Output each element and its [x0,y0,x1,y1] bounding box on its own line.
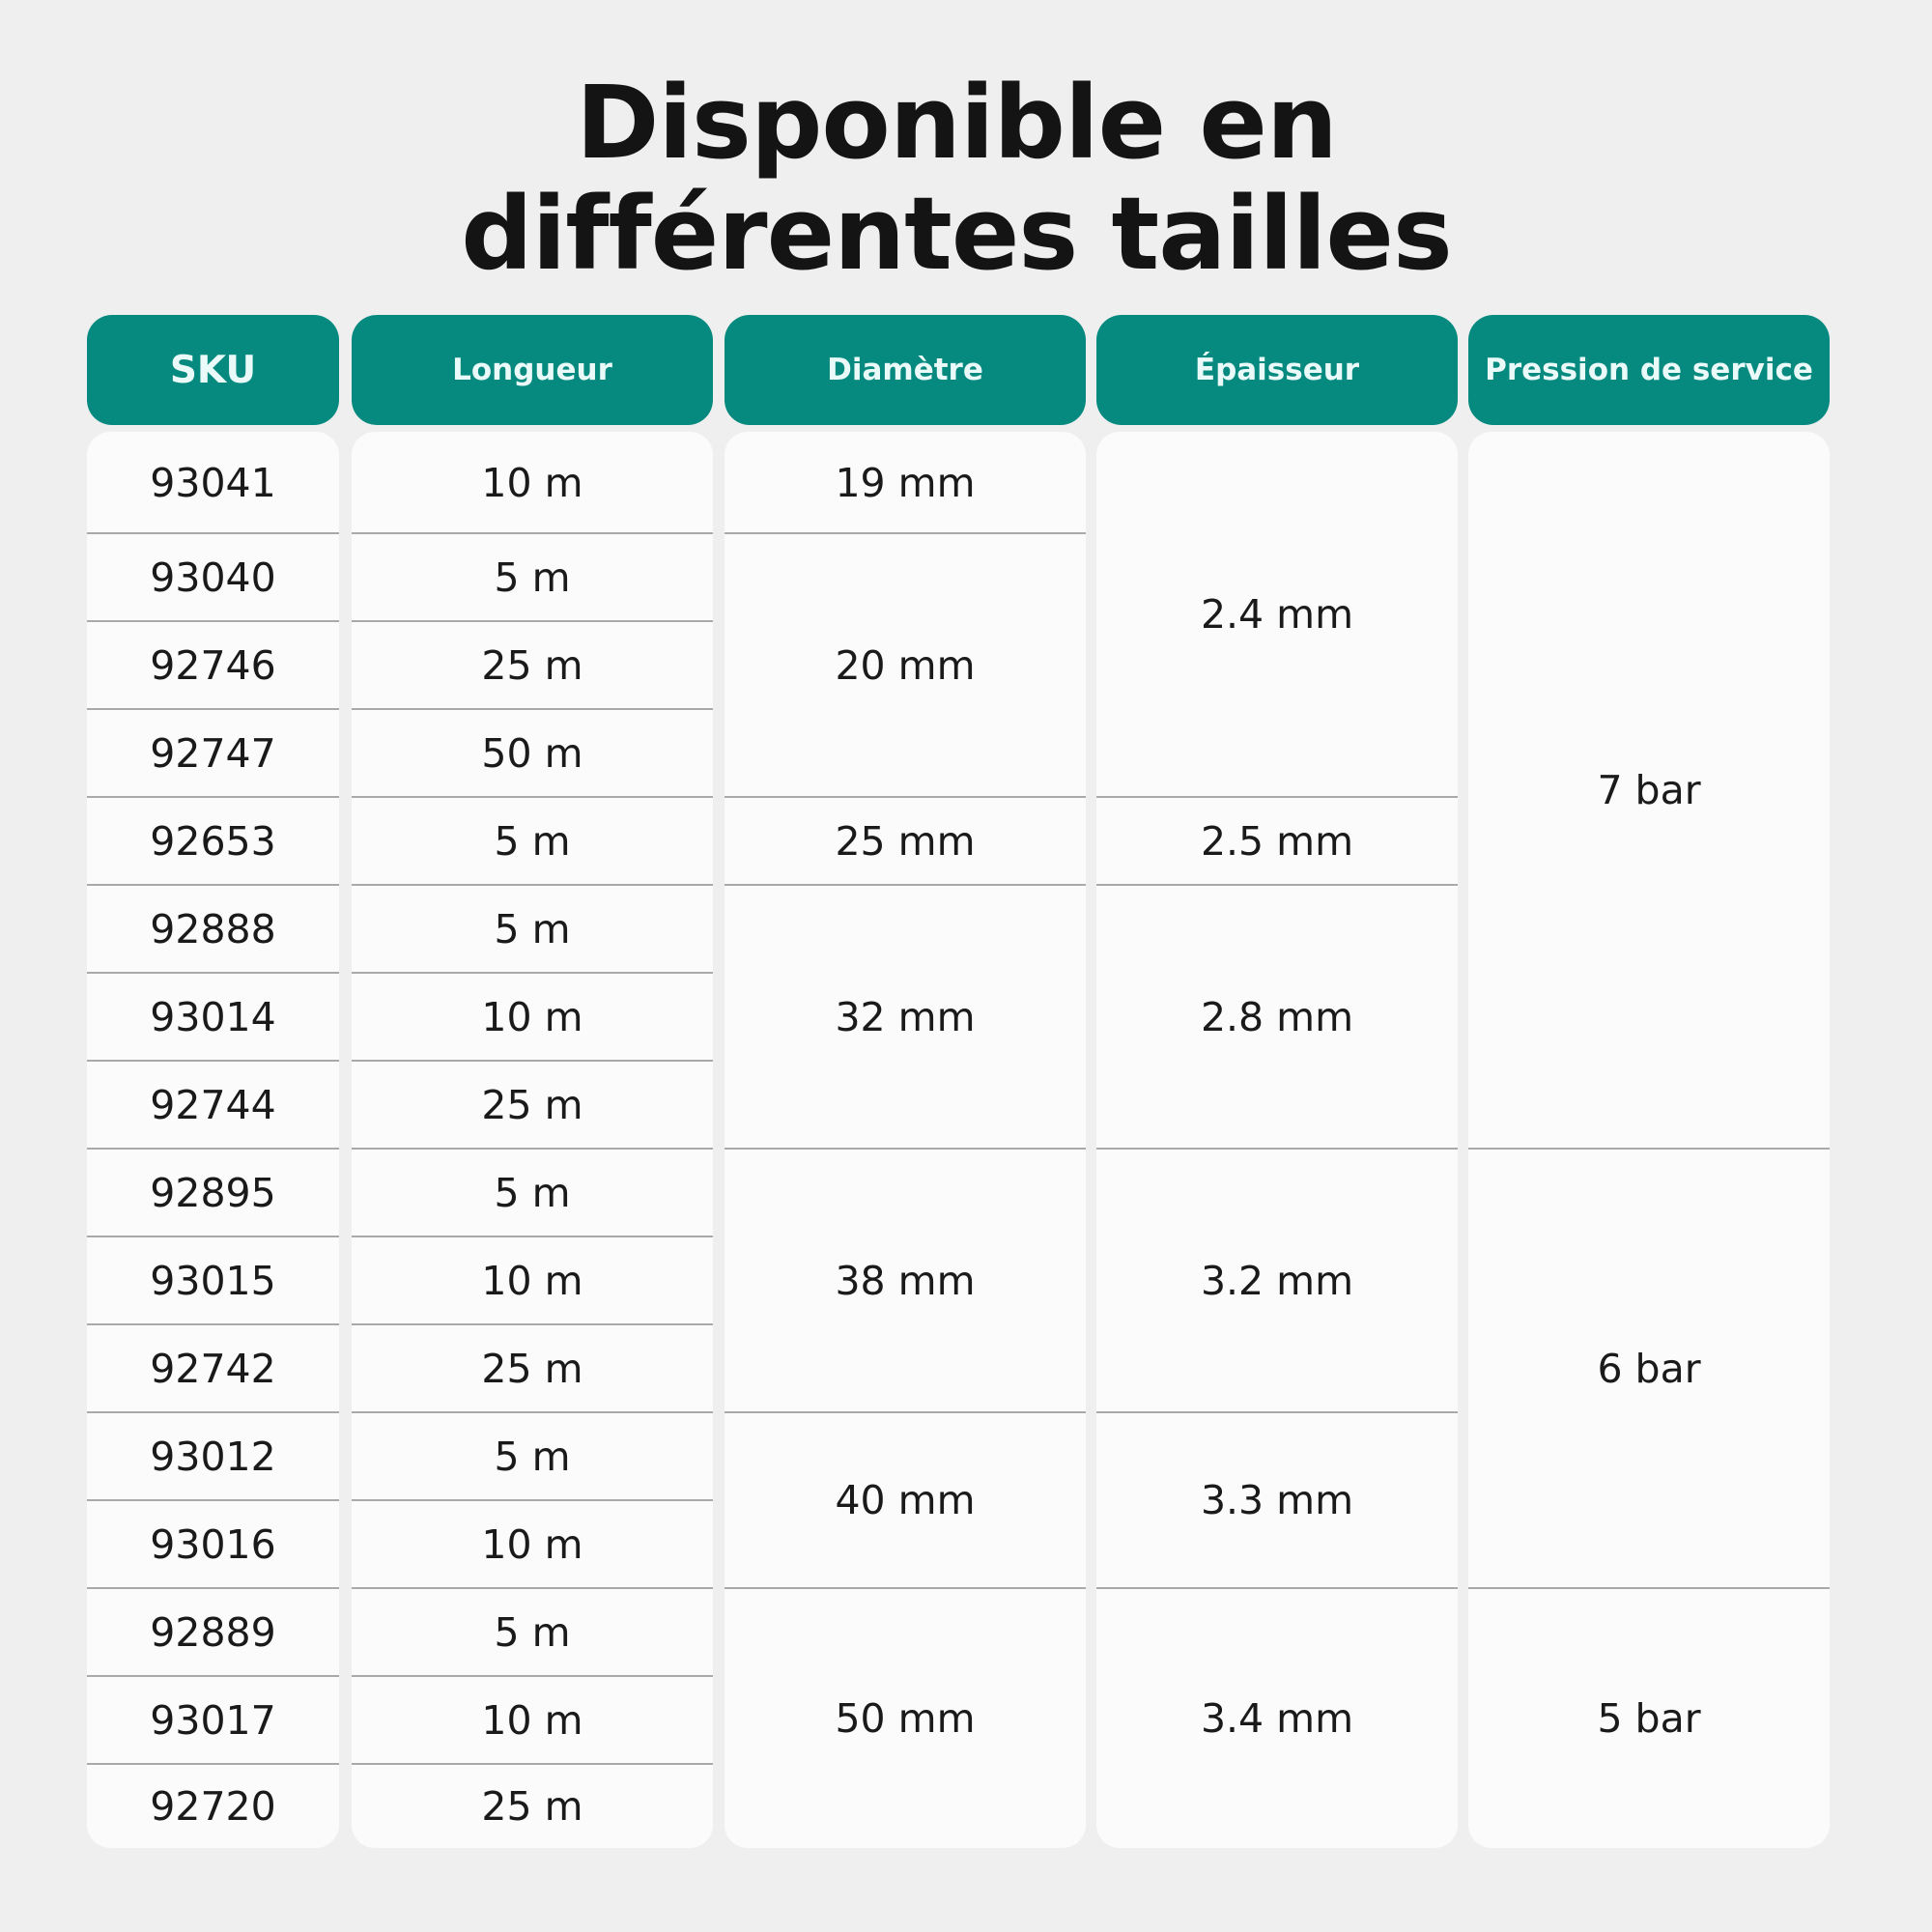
row-divider [352,1323,713,1325]
longueur-cell: 5 m [494,1169,571,1216]
diametre-cell: 50 mm [835,1694,976,1742]
longueur-cell: 25 m [481,641,583,689]
row-divider [352,1499,713,1501]
row-divider [87,796,339,798]
row-divider [352,1587,713,1589]
epaisseur-cell: 3.2 mm [1200,1257,1354,1304]
row-divider [352,884,713,886]
sku-cell: 93017 [150,1696,276,1744]
epaisseur-cell: 3.4 mm [1200,1694,1354,1742]
row-divider [724,532,1086,534]
pression-cell: 6 bar [1597,1345,1701,1392]
diametre-cell: 32 mm [835,993,976,1040]
row-divider [724,1148,1086,1150]
row-divider [87,620,339,622]
row-divider [87,532,339,534]
longueur-cell: 25 m [481,1782,583,1830]
sku-cell: 92720 [150,1782,276,1830]
row-divider [352,1411,713,1413]
pression-cells [1468,432,1830,1848]
row-divider [87,1148,339,1150]
sku-cell: 93015 [150,1257,276,1304]
row-divider [87,1060,339,1062]
diametre-cell: 38 mm [835,1257,976,1304]
longueur-cell: 10 m [481,1520,583,1568]
sku-cell: 93041 [150,459,276,506]
row-divider [352,1763,713,1765]
row-divider [724,796,1086,798]
epaisseur-cell: 2.8 mm [1200,993,1354,1040]
sku-cells [87,432,339,1848]
longueur-cell: 25 m [481,1345,583,1392]
sku-cell: 93014 [150,993,276,1040]
title-line-2: différentes tailles [461,175,1452,293]
row-divider [87,972,339,974]
header-epaisseur: Épaisseur [1096,315,1458,425]
epaisseur-cells [1096,432,1458,1848]
title-line-1: Disponible en [576,64,1337,182]
diametre-cell: 40 mm [835,1477,976,1523]
longueur-cell: 25 m [481,1081,583,1128]
row-divider [1468,1148,1830,1150]
header-diametre: Diamètre [724,315,1086,425]
row-divider [1096,1587,1458,1589]
sku-cell: 93012 [150,1433,276,1480]
sku-cell: 92889 [150,1608,276,1656]
row-divider [352,796,713,798]
longueur-cell: 5 m [494,905,571,952]
header-longueur: Longueur [352,315,713,425]
row-divider [352,708,713,710]
row-divider [87,1411,339,1413]
sku-cell: 92895 [150,1169,276,1216]
header-pression: Pression de service [1468,315,1830,425]
longueur-cell: 50 m [481,729,583,777]
longueur-cell: 10 m [481,459,583,506]
row-divider [352,1148,713,1150]
row-divider [352,1236,713,1237]
header-sku: SKU [87,315,339,425]
longueur-cell: 5 m [494,1608,571,1656]
row-divider [87,1236,339,1237]
row-divider [87,1323,339,1325]
longueur-cell: 10 m [481,1257,583,1304]
row-divider [87,1763,339,1765]
epaisseur-cell: 2.5 mm [1200,817,1354,865]
sku-cell: 93016 [150,1520,276,1568]
row-divider [352,1675,713,1677]
row-divider [724,1411,1086,1413]
row-divider [1096,1411,1458,1413]
row-divider [87,1675,339,1677]
row-divider [1096,796,1458,798]
longueur-cell: 5 m [494,1433,571,1480]
row-divider [352,620,713,622]
epaisseur-cell: 3.3 mm [1200,1477,1354,1523]
row-divider [352,1060,713,1062]
longueur-cell: 5 m [494,554,571,601]
row-divider [87,708,339,710]
longueur-cells [352,432,713,1848]
row-divider [87,1587,339,1589]
page-title [0,64,1913,293]
sku-cell: 92888 [150,905,276,952]
row-divider [352,532,713,534]
longueur-cell: 10 m [481,993,583,1040]
diametre-cells [724,432,1086,1848]
sku-cell: 92744 [150,1081,276,1128]
row-divider [352,972,713,974]
diametre-cell: 25 mm [835,817,976,865]
sku-cell: 92742 [150,1345,276,1392]
row-divider [724,1587,1086,1589]
row-divider [724,884,1086,886]
diametre-cell: 19 mm [835,459,976,506]
row-divider [1468,1587,1830,1589]
sku-cell: 92653 [150,817,276,865]
epaisseur-cell: 2.4 mm [1200,591,1354,638]
diametre-cell: 20 mm [835,641,976,689]
pression-cell: 7 bar [1597,767,1701,813]
row-divider [1096,884,1458,886]
sku-cell: 92747 [150,729,276,777]
sku-cell: 92746 [150,641,276,689]
row-divider [1096,1148,1458,1150]
longueur-cell: 5 m [494,817,571,865]
longueur-cell: 10 m [481,1696,583,1744]
sku-cell: 93040 [150,554,276,601]
row-divider [87,1499,339,1501]
row-divider [87,884,339,886]
pression-cell: 5 bar [1597,1694,1701,1742]
